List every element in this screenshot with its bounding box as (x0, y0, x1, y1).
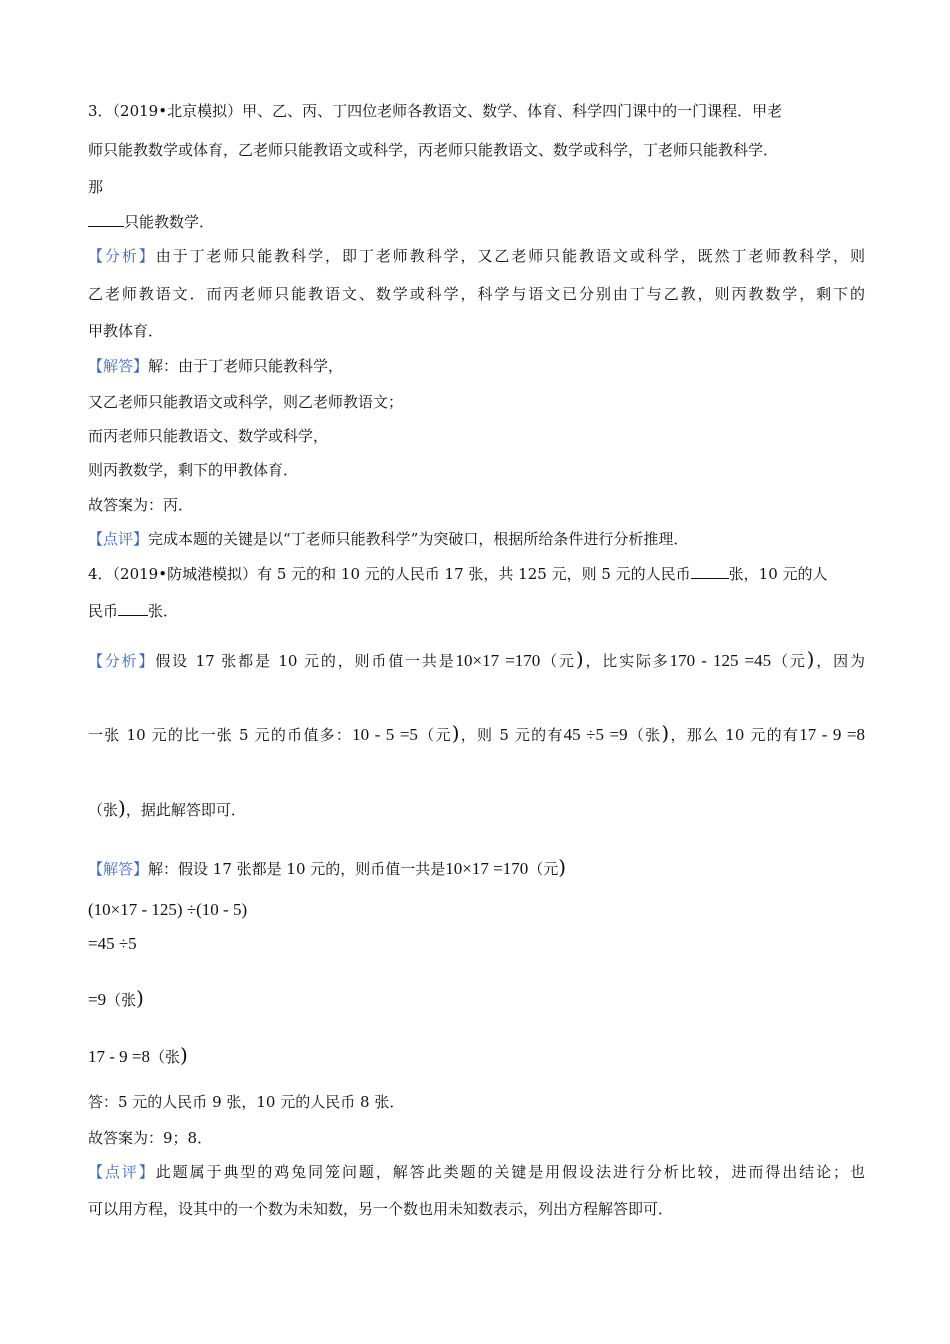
q4-step-2: =45 ÷5 (88, 934, 137, 953)
q3-stem-line-4: 只能教数学． (88, 211, 865, 233)
q4-comment-line-1: 【点评】此题属于典型的鸡兔同笼问题，解答此类题的关键是用假设法进行分析比较，进而得出结论；也 (88, 1163, 865, 1181)
q3-solution-line-1: 【解答】解：由于丁老师只能教科学， (88, 357, 344, 375)
q3-solution-line-3: 而丙老师只能教语文、数学或科学， (88, 427, 329, 445)
q4-step-4: 17 - 9 =8（张) (88, 1043, 188, 1067)
q3-stem-line-3: 那 (88, 178, 104, 196)
q3-analysis-line-1: 【分析】由于丁老师只能教科学，即丁老师教科学，又乙老师只能教语文或科学，既然丁老师教科学，则 (88, 247, 865, 265)
q3-answer: 故答案为：丙． (88, 496, 194, 514)
q4-answer: 故答案为：9；8． (88, 1129, 213, 1147)
q4-step-3: =9（张) (88, 986, 144, 1010)
analysis-tag: 【分析】 (88, 652, 156, 670)
comment-tag: 【点评】 (88, 1163, 156, 1181)
comment-tag: 【点评】 (88, 530, 149, 548)
q4-analysis-line-1: 【分析】假设 17 张都是 10 元的，则币值一共是10×17 =170（元)，比实际多170 - 125 =45（元)，因为 (88, 647, 865, 671)
answer-blank (691, 564, 729, 579)
solution-tag: 【解答】 (88, 357, 149, 375)
q3-solution-line-4: 则丙教数学，剩下的甲教体育． (88, 461, 299, 479)
q3-analysis-line-2: 乙老师教语文．而丙老师只能教语文、数学或科学，科学与语文已分别由丁与乙教，则丙教数学，剩下的 (88, 285, 865, 303)
answer-blank (88, 212, 124, 227)
q3-source: （2019•北京模拟） (112, 102, 243, 120)
q3-number: 3． (88, 102, 113, 120)
solution-tag: 【解答】 (88, 860, 149, 878)
q4-analysis-line-3: （张)，据此解答即可． (88, 796, 246, 820)
q4-stem-line-2: 民币 张． (88, 602, 179, 620)
q4-answer-full: 答：5 元的人民币 9 张，10 元的人民币 8 张． (88, 1093, 405, 1111)
q3-stem-line-2: 师只能教数学或体育，乙老师只能教语文或科学，丙老师只能教语文、数学或科学，丁老师只能教科学． (88, 141, 779, 159)
q4-analysis-line-2: 一张 10 元的比一张 5 元的币值多：10 - 5 =5（元)，则 5 元的有45 ÷5 =9（张)，那么 10 元的有17 - 9 =8 (88, 721, 865, 745)
q4-source: （2019•防城港模拟） (112, 565, 258, 583)
q3-analysis-line-3: 甲教体育． (88, 322, 164, 340)
q4-number: 4． (88, 565, 113, 583)
q3-comment: 【点评】完成本题的关键是以“丁老师只能教科学”为突破口，根据所给条件进行分析推理． (88, 530, 689, 548)
answer-blank (118, 601, 148, 616)
q3-solution-line-2: 又乙老师只能教语文或科学，则乙老师教语文； (88, 393, 404, 411)
q4-stem-line-1: 4．（2019•防城港模拟）有 5 元的和 10 元的人民币 17 张，共 125 元，则 5 元的人民币 张，10 元的人 (88, 565, 828, 583)
analysis-tag: 【分析】 (88, 247, 156, 265)
q4-step-1: (10×17 - 125) ÷(10 - 5) (88, 900, 248, 919)
q4-comment-line-2: 可以用方程，设其中的一个数为未知数，另一个数也用未知数表示，列出方程解答即可． (88, 1200, 674, 1218)
q3-stem-line-1: 3．（2019•北京模拟）甲、乙、丙、丁四位老师各教语文、数学、体育、科学四门课中的一门课程．甲老 (88, 102, 783, 120)
q4-solution-line-1: 【解答】解：假设 17 张都是 10 元的，则币值一共是10×17 =170（元) (88, 855, 567, 879)
